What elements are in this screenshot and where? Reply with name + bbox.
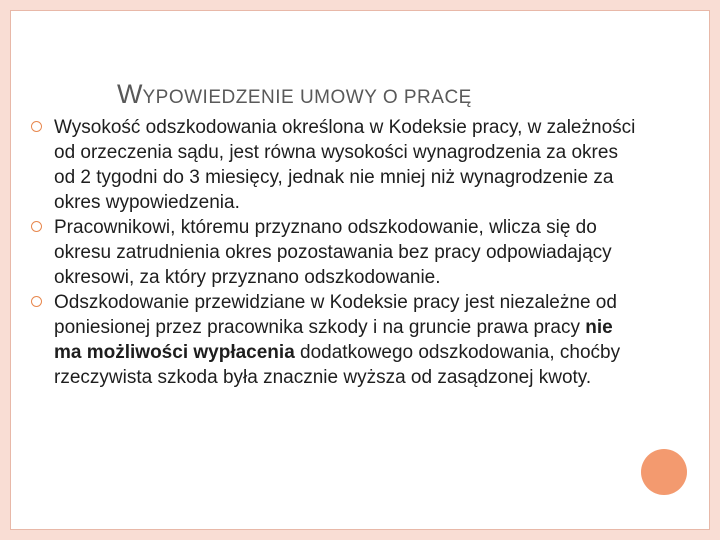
bullet-icon: [31, 296, 42, 307]
bullet-item-1: [26, 115, 636, 215]
bullet-text-3-part-1: Odszkodowanie przewidziane w Kodeksie pracy jest niezależne od poniesionej przez pracownika szkody i na gruncie prawa pracy: [54, 292, 617, 338]
bullet-text-3: [54, 290, 636, 390]
slide-title: [117, 74, 637, 114]
title-rest: YPOWIEDZENIE UMOWY O PRACĘ: [142, 87, 472, 108]
bullet-text-3-bold: nie ma możliwości wypłacenia: [54, 317, 613, 363]
bullet-icon: [31, 221, 42, 232]
title-initial: W: [117, 79, 143, 109]
bullet-list: [26, 115, 636, 390]
bullet-item-2: [26, 215, 636, 290]
bullet-text-1: Wysokość odszkodowania określona w Kodeksie pracy, w zależności od orzeczenia sądu, jest równa wysokości wynagrodzenia za okres od 2 tygodni do 3 miesięcy, jednak nie mniej niż wynagrodzenie za okres wypowiedzenia.: [54, 117, 636, 213]
bullet-text-3-part-2: dodatkowego odszkodowania, choćby rzeczywista szkoda była znacznie wyższa od zasądzonej kwoty.: [54, 342, 621, 388]
decorative-circle-icon: [641, 449, 687, 495]
bullet-text-2: Pracownikowi, któremu przyznano odszkodowanie, wlicza się do okresu zatrudnienia okres pozostawania bez pracy odpowiadający okresowi, za który przyznano odszkodowanie.: [54, 217, 612, 288]
bullet-item-3: [26, 290, 636, 390]
bullet-icon: [31, 121, 42, 132]
